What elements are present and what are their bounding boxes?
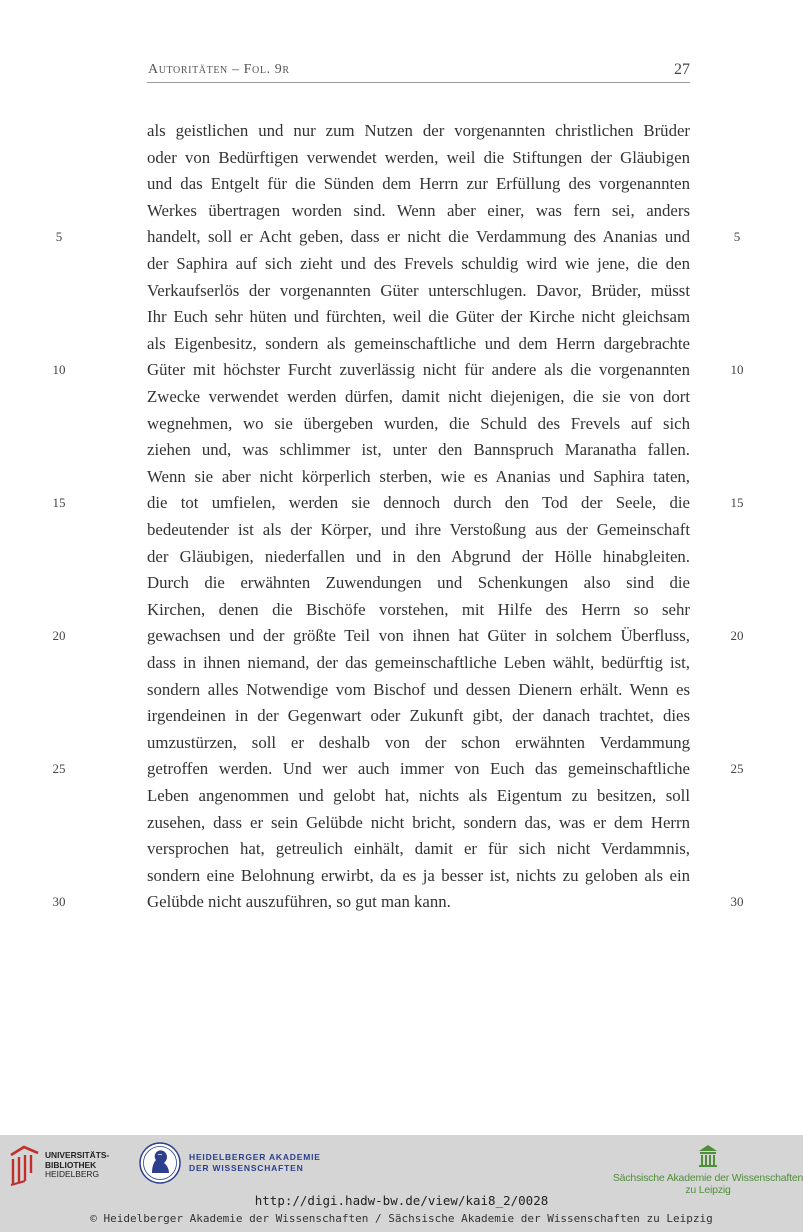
line-number-right: 10: [730, 362, 744, 378]
text-line: Zwecke verwendet werden dürfen, damit nicht diejenigen, die sie von dort: [147, 387, 690, 406]
line-number-left: 5: [55, 229, 63, 245]
text-line: der Saphira auf sich zieht und des Frevels schuldig wird wie jene, die den: [147, 254, 690, 273]
text-line: getroffen werden. Und wer auch immer von Euch das gemeinschaftliche: [147, 759, 690, 779]
hadw-name-line-1: HEIDELBERGER AKADEMIE: [189, 1152, 321, 1162]
text-line: Verkaufserlös der vorgenannten Güter unterschlugen. Davor, Brüder, müsst: [147, 280, 690, 300]
running-head-title: Autoritäten – Fol. 9r: [148, 62, 290, 77]
permalink-url[interactable]: http://digi.hadw-bw.de/view/kai8_2/0028: [254, 1193, 549, 1208]
hadw-seal-icon[interactable]: [139, 1142, 181, 1184]
text-line: Durch die erwähnten Zuwendungen und Schenkungen also sind die: [147, 573, 690, 593]
hadw-name[interactable]: [189, 1152, 321, 1173]
line-number-left: 10: [52, 362, 66, 378]
text-line: oder von Bedürftigen verwendet werden, weil die Stiftungen der Gläubigen: [147, 147, 690, 167]
text-line: der Gläubigen, niederfallen und in den Abgrund der Hölle hinabgleiten.: [147, 546, 690, 566]
saxon-name-line-2: zu Leipzig: [685, 1184, 731, 1196]
line-number-left: 20: [52, 628, 66, 644]
text-line: und das Entgelt für die Sünden dem Herrn zur Erfüllung des vorgenannten: [147, 174, 690, 194]
text-line: sondern eine Belohnung erwirbt, da es ja besser ist, nichts zu geloben als ein: [147, 865, 690, 885]
line-number-right: 5: [733, 229, 741, 245]
line-number-left: 30: [52, 894, 66, 910]
text-line: wegnehmen, wo sie übergeben wurden, die Schuld des Frevels auf sich: [147, 413, 690, 433]
text-line: Leben angenommen und gelobt hat, nichts als Eigentum zu besitzen, soll: [147, 786, 690, 805]
ub-logo-line-2: BIBLIOTHEK: [45, 1159, 97, 1170]
ub-logo-text: [45, 1151, 109, 1180]
text-line: Gelübde nicht auszuführen, so gut man kann.: [147, 892, 451, 912]
text-line: Ihr Euch sehr hüten und fürchten, weil die Güter der Kirche nicht gleichsam: [147, 307, 690, 327]
ub-heidelberg-logo-icon: [8, 1143, 42, 1187]
line-number-right: 20: [730, 628, 744, 644]
saxon-academy-logo[interactable]: [697, 1144, 719, 1168]
line-number-left: 25: [52, 761, 66, 777]
text-line: irgendeinen in der Gegenwart oder Zukunft gibt, der danach trachtet, dies: [147, 706, 690, 726]
text-line: gewachsen und der größte Teil von ihnen hat Güter in solchem Überfluss,: [147, 626, 690, 646]
text-line: handelt, soll er Acht geben, dass er nicht die Verdammung des Ananias und: [147, 227, 690, 247]
line-number-right: 25: [730, 761, 744, 777]
text-line: als Eigenbesitz, sondern als gemeinschaftliche und dem Herrn dargebrachte: [147, 333, 690, 353]
text-line: ziehen und, was schlimmer ist, unter den Bannspruch Maranatha fallen.: [147, 440, 690, 460]
line-number-right: 30: [730, 894, 744, 910]
running-header: [147, 60, 690, 83]
text-line: zusehen, dass er sein Gelübde nicht bricht, sondern das, was er dem Herrn: [147, 812, 690, 832]
text-line: versprochen hat, getreulich einhält, damit er für sich nicht Verdammnis,: [147, 839, 690, 859]
saxon-name-line-1: Sächsische Akademie der Wissenschaften: [612, 1172, 803, 1184]
ub-logo-line-3: HEIDELBERG: [45, 1169, 99, 1180]
page-number: 27: [674, 61, 690, 78]
line-number-right: 15: [730, 495, 744, 511]
text-line: umzustürzen, soll er deshalb von der schon erwähnten Verdammung: [147, 732, 690, 752]
text-line: Kirchen, denen die Bischöfe vorstehen, mit Hilfe des Herrn so sehr: [147, 599, 690, 619]
text-line: Wenn sie aber nicht körperlich sterben, wie es Ananias und Saphira taten,: [147, 466, 690, 486]
copyright-notice: © Heidelberger Akademie der Wissenschaften / Sächsische Akademie der Wissenschaften zu Leipzig: [90, 1212, 713, 1225]
hadw-name-line-2: DER WISSENSCHAFTEN: [189, 1162, 304, 1173]
text-line: dass in ihnen niemand, der das gemeinschaftliche Leben wählt, bedürftig ist,: [147, 653, 690, 672]
text-line: bedeutender ist als der Körper, und ihre Verstoßung aus der Gemeinschaft: [147, 520, 690, 539]
ub-heidelberg-logo[interactable]: [8, 1143, 118, 1189]
text-line: Werkes übertragen worden sind. Wenn aber einer, was fern sei, anders: [147, 200, 690, 220]
line-number-left: 15: [52, 495, 66, 511]
ub-logo-line-1: UNIVERSITÄTS-: [45, 1150, 110, 1160]
text-line: sondern alles Notwendige vom Bischof und dessen Dienern erhält. Wenn es: [147, 679, 690, 699]
text-line: als geistlichen und nur zum Nutzen der vorgenannten christlichen Brüder: [147, 121, 690, 140]
text-line: die tot umfielen, werden sie dennoch durch den Tod der Seele, die: [147, 493, 690, 513]
text-line: Güter mit höchster Furcht zuverlässig nicht für andere als die vorgenannten: [147, 360, 690, 380]
